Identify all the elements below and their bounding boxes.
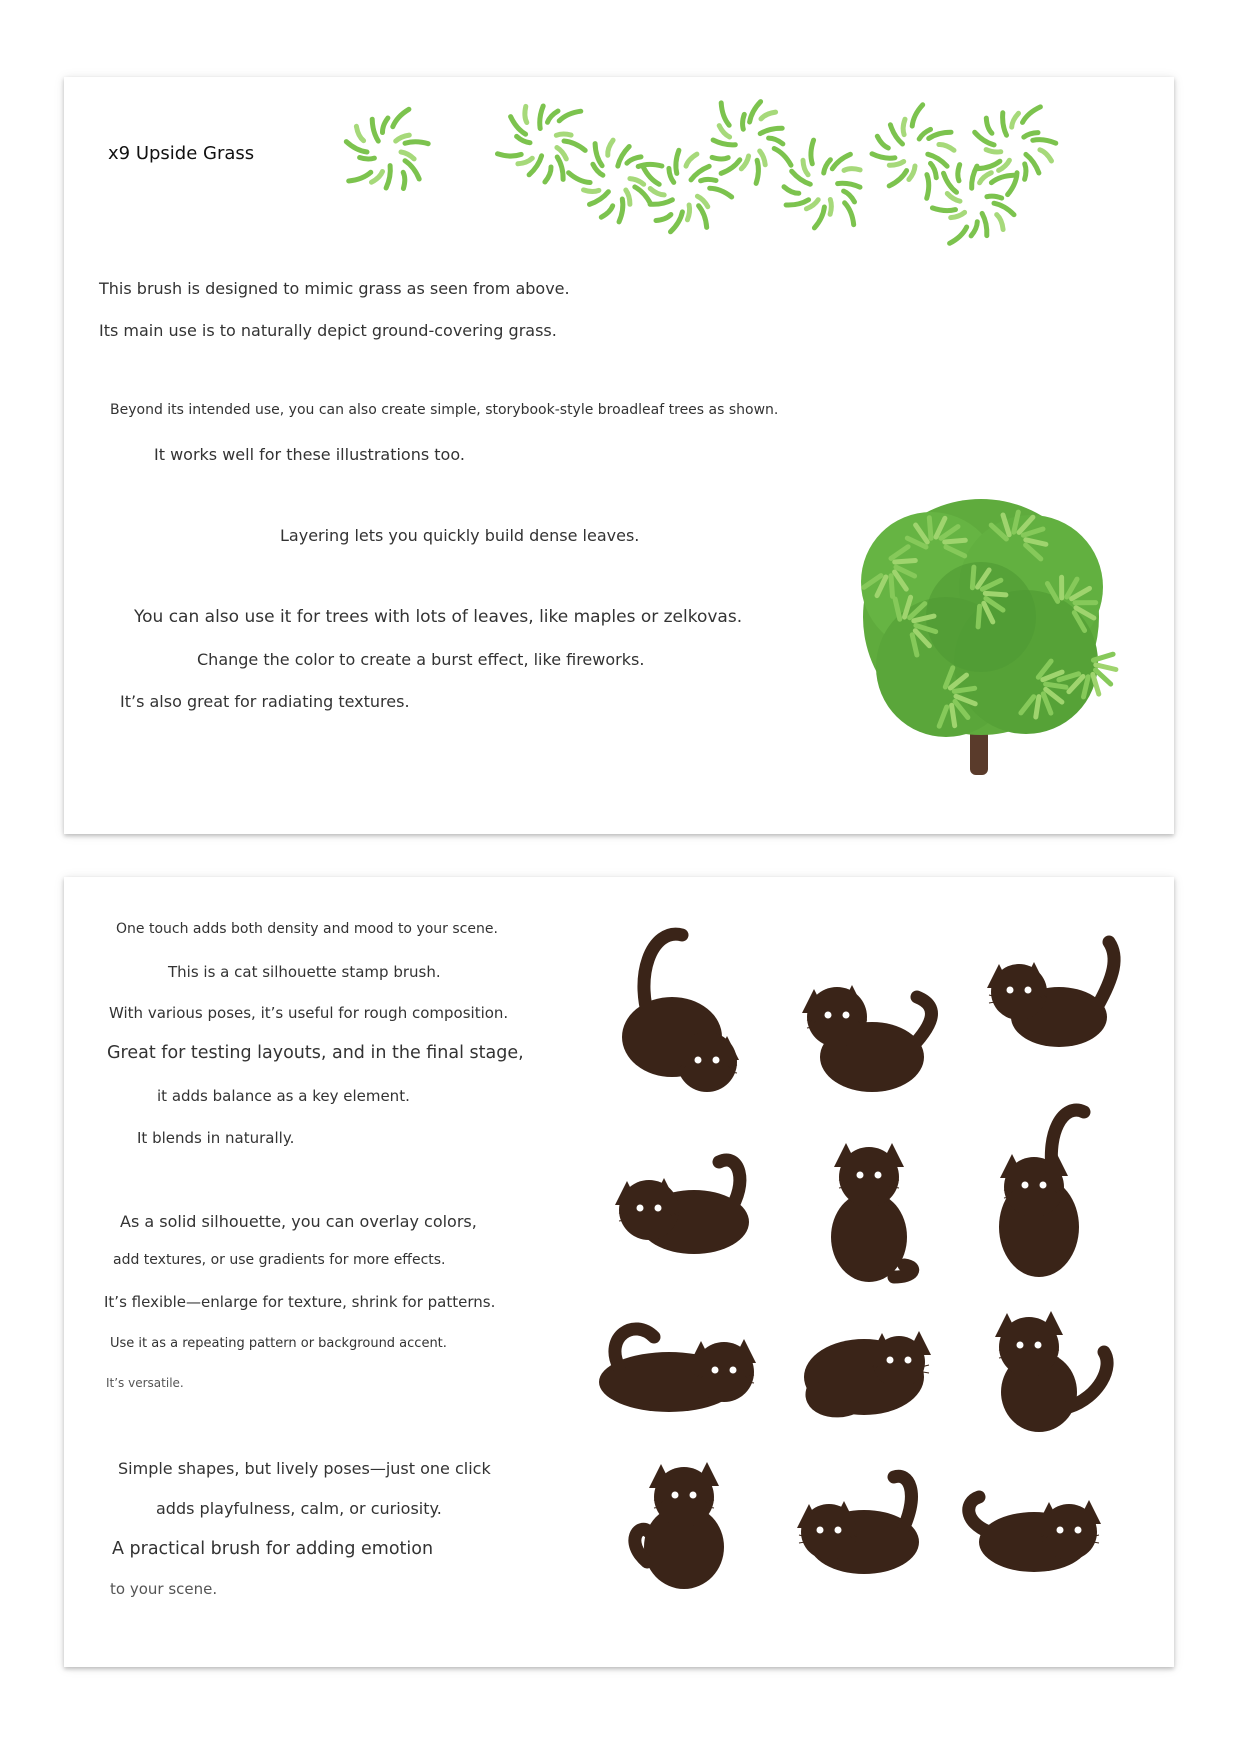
text-line: A practical brush for adding emotion: [112, 1539, 434, 1559]
cat-silhouette-icon: [609, 1132, 759, 1266]
text-line: It works well for these illustrations too.: [154, 445, 465, 464]
cat-silhouette-icon: [949, 1472, 1119, 1586]
text-line: Great for testing layouts, and in the final stage,: [107, 1043, 524, 1063]
text-line: It’s flexible—enlarge for texture, shrink for patterns.: [104, 1293, 496, 1311]
text-line: Its main use is to naturally depict ground-covering grass.: [99, 321, 557, 340]
cat-silhouette-icon: [979, 932, 1129, 1076]
cat-silhouette-icon: [969, 1297, 1119, 1441]
text-line: Use it as a repeating pattern or background accent.: [110, 1336, 447, 1351]
text-line: One touch adds both density and mood to your scene.: [116, 921, 498, 937]
brush-title: x9 Upside Grass: [108, 143, 255, 164]
cat-brush-card: [64, 877, 1174, 1667]
cat-silhouette-icon: [792, 967, 942, 1121]
grass-stamp-icon: [322, 97, 452, 211]
text-line: to your scene.: [110, 1580, 218, 1598]
cat-silhouette-icon: [589, 1297, 769, 1431]
text-line: As a solid silhouette, you can overlay colors,: [120, 1212, 477, 1231]
cat-silhouette-icon: [804, 1127, 934, 1291]
tree-illustration: [826, 467, 1156, 801]
text-line: This is a cat silhouette stamp brush.: [168, 963, 441, 981]
cat-silhouette-icon: [789, 1452, 939, 1586]
cat-silhouette-icon: [612, 917, 762, 1101]
text-line: It’s also great for radiating textures.: [120, 692, 410, 711]
text-line: Beyond its intended use, you can also create simple, storybook-style broadleaf trees as shown.: [110, 402, 779, 418]
text-line: It blends in naturally.: [137, 1129, 295, 1147]
text-line: Change the color to create a burst effect, like fireworks.: [197, 650, 645, 669]
text-line: adds playfulness, calm, or curiosity.: [156, 1499, 442, 1518]
text-line: This brush is designed to mimic grass as seen from above.: [99, 279, 570, 298]
cat-silhouette-icon: [974, 1092, 1104, 1286]
text-line: it adds balance as a key element.: [157, 1087, 410, 1105]
text-line: With various poses, it’s useful for rough composition.: [109, 1004, 509, 1022]
text-line: Simple shapes, but lively poses—just one click: [118, 1459, 491, 1478]
grass-brush-card: [64, 77, 1174, 834]
text-line: You can also use it for trees with lots of leaves, like maples or zelkovas.: [134, 607, 743, 627]
grass-stamp-icon: [924, 152, 1024, 256]
text-line: add textures, or use gradients for more effects.: [113, 1252, 446, 1268]
text-line: Layering lets you quickly build dense leaves.: [280, 526, 640, 545]
cat-silhouette-icon: [794, 1317, 944, 1431]
text-line: It’s versatile.: [106, 1376, 184, 1390]
cat-silhouette-icon: [619, 1442, 749, 1596]
